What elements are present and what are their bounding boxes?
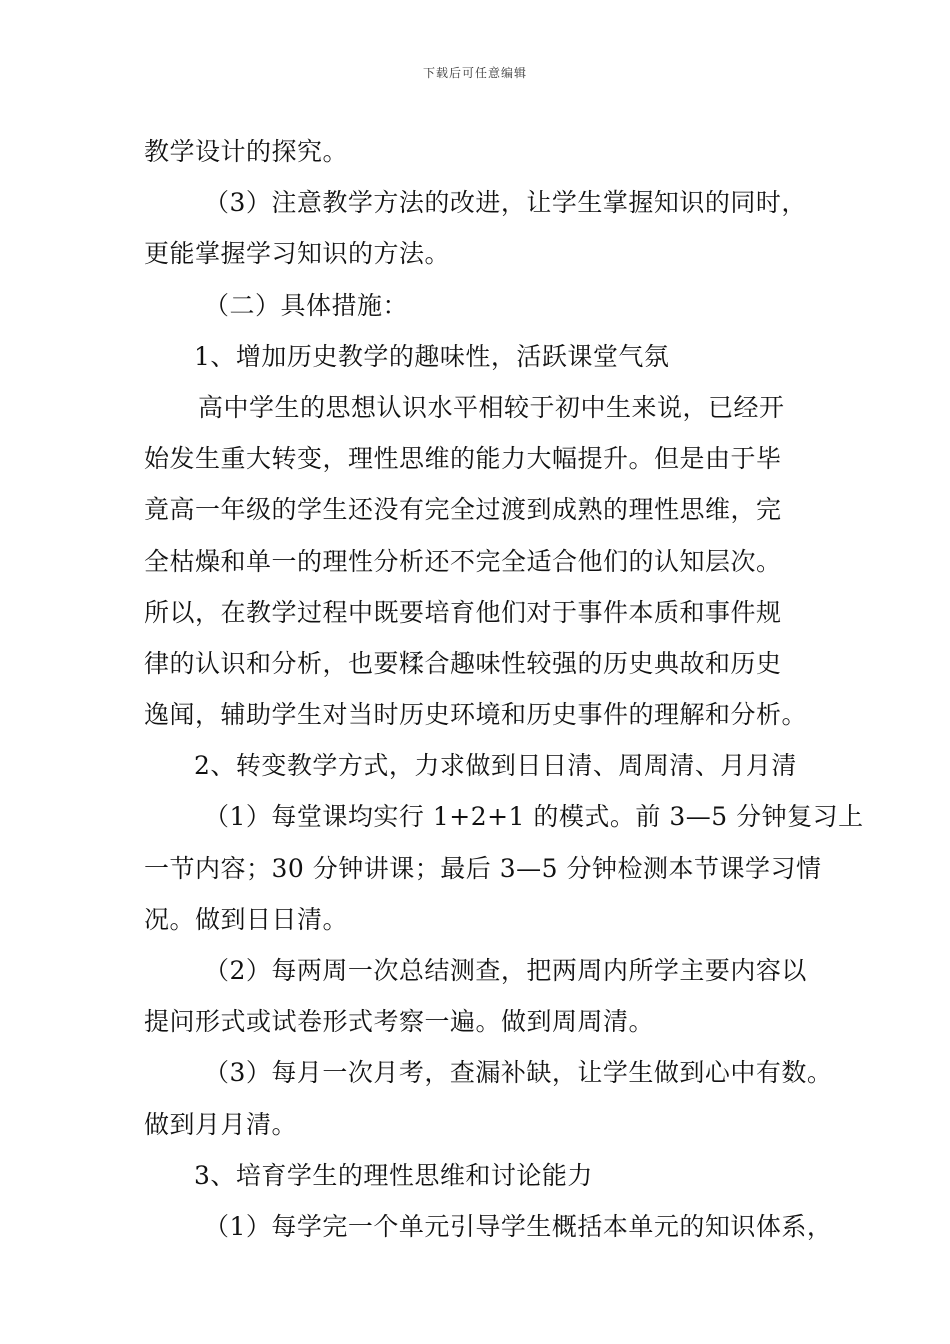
text-line: 2、转变教学方式，力求做到日日清、周周清、月月清 — [194, 751, 797, 781]
text-line: 高中学生的思想认识水平相较于初中生来说，已经开 — [198, 392, 785, 422]
page-header: 下载后可任意编辑 — [422, 66, 527, 80]
text-line: （二）具体措施： — [204, 290, 409, 320]
text-line: 一节内容；30 分钟讲课；最后 3—5 分钟检测本节课学习情 — [144, 853, 822, 883]
document-body — [144, 126, 864, 1252]
text-line: （3）每月一次月考，查漏补缺，让学生做到心中有数。 — [204, 1058, 833, 1088]
text-line: 竟高一年级的学生还没有完全过渡到成熟的理性思维，完 — [144, 495, 782, 525]
text-line: 做到月月清。 — [144, 1109, 298, 1139]
text-line: 律的认识和分析，也要糅合趣味性较强的历史典故和历史 — [144, 648, 782, 678]
text-line: 逸闻，辅助学生对当时历史环境和历史事件的理解和分析。 — [144, 700, 808, 730]
text-line: 教学设计的探究。 — [144, 137, 349, 166]
text-line: （1）每学完一个单元引导学生概括本单元的知识体系， — [204, 1211, 833, 1241]
text-line: （3）注意教学方法的改进，让学生掌握知识的同时， — [204, 188, 807, 218]
text-line: 更能掌握学习知识的方法。 — [144, 239, 451, 269]
text-line: 所以，在教学过程中既要培育他们对于事件本质和事件规 — [144, 597, 782, 627]
text-line: 1、增加历史教学的趣味性，活跃课堂气氛 — [194, 341, 670, 371]
text-line: 提问形式或试卷形式考察一遍。做到周周清。 — [144, 1007, 655, 1037]
text-line: 全枯燥和单一的理性分析还不完全适合他们的认知层次。 — [144, 546, 782, 576]
text-line: 3、培育学生的理性思维和讨论能力 — [194, 1160, 593, 1190]
text-line: 始发生重大转变，理性思维的能力大幅提升。但是由于毕 — [144, 444, 782, 474]
text-line: 况。做到日日清。 — [144, 904, 349, 934]
text-line: （1）每堂课均实行 1+2+1 的模式。前 3—5 分钟复习上 — [204, 802, 864, 832]
text-line: （2）每两周一次总结测查，把两周内所学主要内容以 — [204, 956, 807, 985]
